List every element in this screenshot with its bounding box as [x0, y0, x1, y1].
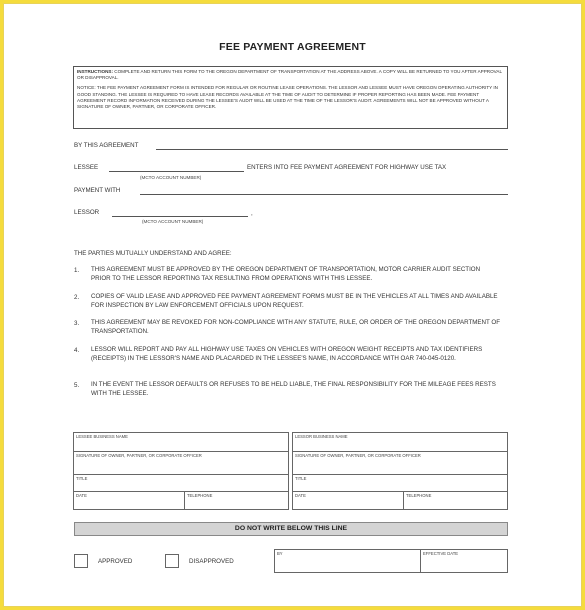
- lessor-label: LESSOR: [74, 209, 100, 216]
- instructions-paragraph: [77, 69, 504, 81]
- approved-label: APPROVED: [98, 558, 133, 565]
- lessee-mcto-field[interactable]: [109, 171, 244, 172]
- lessee-mcto-caption: (MCTO ACCOUNT NUMBER): [140, 175, 202, 180]
- lessor-mcto-field[interactable]: [112, 216, 248, 217]
- lessee-title-label: TITLE: [76, 476, 88, 481]
- by-label: BY: [277, 551, 283, 556]
- row-divider: [293, 474, 507, 475]
- cell-divider: [403, 491, 404, 510]
- term-number: 4.: [74, 347, 80, 354]
- disapproved-label: DISAPPROVED: [189, 558, 234, 565]
- by-agreement-field[interactable]: [156, 149, 508, 150]
- lessee-business-name-label: LESSEE BUSINESS NAME: [76, 434, 128, 439]
- term-text: THIS AGREEMENT MUST BE APPROVED BY THE OREGON DEPARTMENT OF TRANSPORTATION, MOTOR CARRIER AUDIT SECTION PRIOR TO THE LESSOR REPORTING TAX RESULTING FROM OPERATIONS WITH THIS LESSEE.: [91, 266, 481, 282]
- lessee-signature-block: [73, 432, 289, 510]
- effective-date-label: EFFECTIVE DATE: [423, 551, 459, 556]
- lessee-label: LESSEE: [74, 164, 99, 171]
- lessor-date-label: DATE: [295, 493, 306, 498]
- office-use-block: [274, 549, 508, 573]
- lessor-title-label: TITLE: [295, 476, 307, 481]
- lessee-signature-label: SIGNATURE OF OWNER, PARTNER, OR CORPORATE OFFICER: [76, 453, 202, 458]
- lessor-signature-block: [292, 432, 508, 510]
- notice-paragraph: NOTICE: THE FEE PAYMENT AGREEMENT FORM IS INTENDED FOR REGULAR OR ROUTINE LEASE OPERATIONS. THE LESSOR AND LESSEE MUST HAVE OREGON OPERATING AUTHORITY IN GOOD STANDING. THE LESSEE IS REQUIRED TO HAVE LEASE RECORDS AVAILABLE AT THE TIME OF AUDIT TO DETERMINE IF PROPER REPORTING HAS BEEN MADE. FEE PAYMENT AGREEMENT RECORD INFORMATION RECEIVED DURING THE LESSEE'S AUDIT WILL BE USED AT THE TIME OF THE LESSOR'S AUDIT. AGREEMENTS WILL NOT BE APPROVED WITHOUT A SIGNATURE OF OWNER, PARTNER, OR CORPORATE OFFICER.: [77, 85, 498, 110]
- cell-divider: [184, 491, 185, 510]
- term-number: 3.: [74, 320, 80, 327]
- term-number: 2.: [74, 294, 80, 301]
- instructions-box: [73, 66, 508, 129]
- lessor-telephone-label: TELEPHONE: [406, 493, 432, 498]
- lessor-comma: ,: [251, 210, 253, 217]
- enters-text: ENTERS INTO FEE PAYMENT AGREEMENT FOR HIGHWAY USE TAX: [247, 164, 447, 171]
- lessor-mcto-caption: (MCTO ACCOUNT NUMBER): [142, 219, 204, 224]
- row-divider: [293, 491, 507, 492]
- lessor-signature-label: SIGNATURE OF OWNER, PARTNER, OR CORPORATE OFFICER: [295, 453, 421, 458]
- by-agreement-label: BY THIS AGREEMENT: [74, 142, 139, 149]
- row-divider: [293, 451, 507, 452]
- term-text: THIS AGREEMENT MAY BE REVOKED FOR NON-COMPLIANCE WITH ANY STATUTE, RULE, OR ORDER OF THE OREGON DEPARTMENT OF TRANSPORTATION.: [91, 319, 500, 335]
- row-divider: [74, 474, 288, 475]
- approved-checkbox[interactable]: [74, 554, 88, 568]
- payment-with-label: PAYMENT WITH: [74, 187, 121, 194]
- parties-heading: THE PARTIES MUTUALLY UNDERSTAND AND AGREE:: [74, 250, 232, 257]
- term-number: 1.: [74, 267, 80, 274]
- instructions-text: COMPLETE AND RETURN THIS FORM TO THE OREGON DEPARTMENT OF TRANSPORTATION AT THE ADDRESS ABOVE. A COPY WILL BE RETURNED TO YOU AFTER APPROVAL OR DISAPPROVAL.: [77, 69, 502, 81]
- row-divider: [74, 491, 288, 492]
- disapproved-checkbox[interactable]: [165, 554, 179, 568]
- instructions-label: INSTRUCTIONS:: [77, 69, 113, 74]
- term-text: COPIES OF VALID LEASE AND APPROVED FEE PAYMENT AGREEMENT FORMS MUST BE IN THE VEHICLES AT ALL TIMES AND AVAILABLE FOR INSPECTION BY LAW ENFORCEMENT OFFICIALS UPON REQUEST.: [91, 293, 498, 309]
- form-page: [3, 3, 582, 607]
- cell-divider: [420, 550, 421, 572]
- lessee-date-label: DATE: [76, 493, 87, 498]
- row-divider: [74, 451, 288, 452]
- lessee-telephone-label: TELEPHONE: [187, 493, 213, 498]
- payment-with-field[interactable]: [140, 194, 508, 195]
- term-text: IN THE EVENT THE LESSOR DEFAULTS OR REFUSES TO BE HELD LIABLE, THE FINAL RESPONSIBILITY FOR THE MILEAGE FEES RESTS WITH THE LESSEE.: [91, 381, 496, 397]
- lessor-business-name-label: LESSOR BUSINESS NAME: [295, 434, 348, 439]
- page-title: FEE PAYMENT AGREEMENT: [219, 41, 366, 53]
- term-text: LESSOR WILL REPORT AND PAY ALL HIGHWAY USE TAXES ON VEHICLES WITH OREGON WEIGHT RECEIPTS AND TAX IDENTIFIERS (RECEIPTS) IN THE LESSOR'S NAME AND PLACARDED IN THE LESSEE'S NAME, IN ACCORDANCE WITH OAR 740-045-0120.: [91, 346, 483, 362]
- term-number: 5.: [74, 382, 80, 389]
- do-not-write-bar: DO NOT WRITE BELOW THIS LINE: [74, 522, 508, 536]
